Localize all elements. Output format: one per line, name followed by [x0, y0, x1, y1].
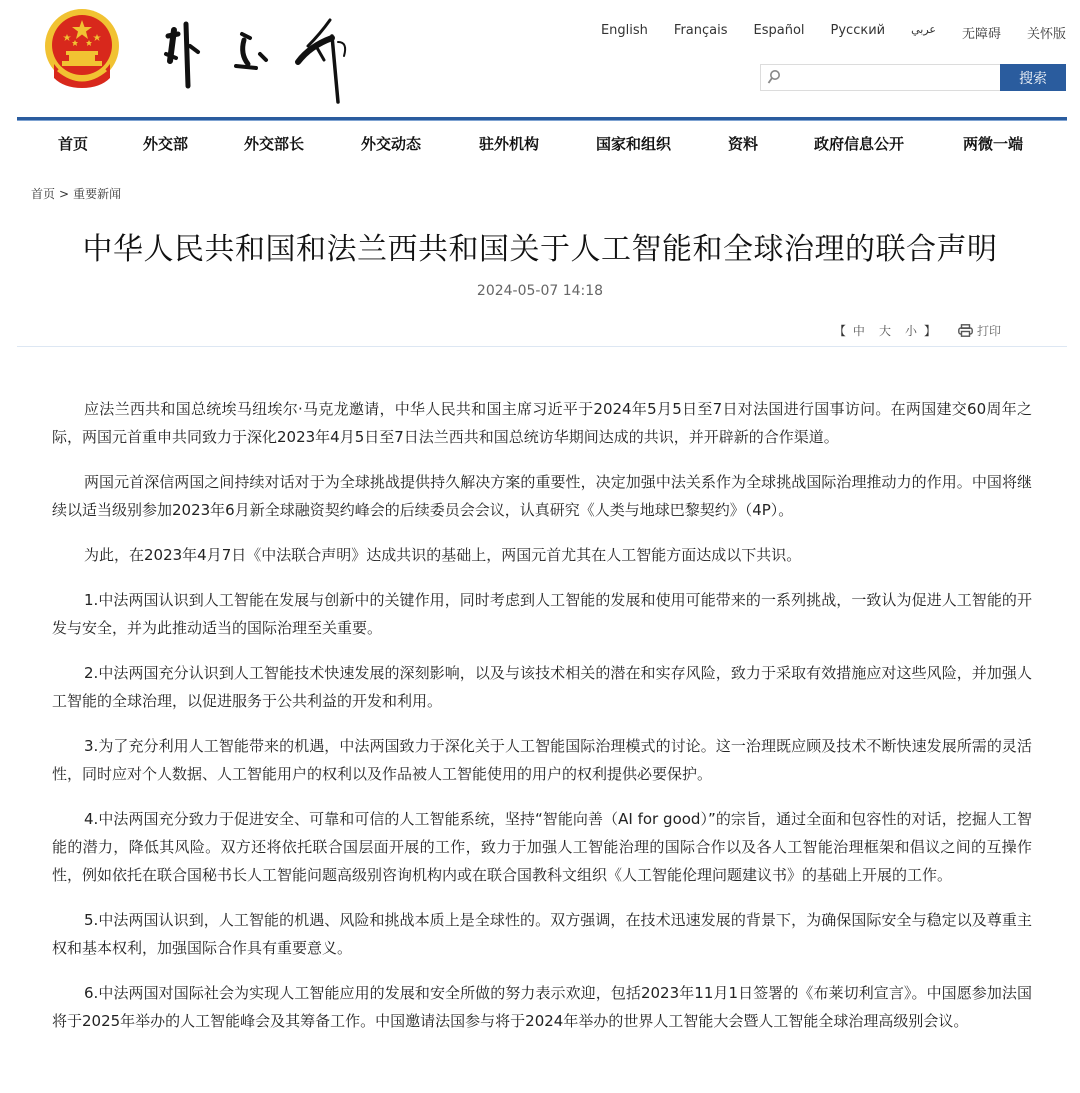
- lang-link-french[interactable]: Français: [673, 23, 728, 38]
- search-input[interactable]: [785, 65, 989, 90]
- nav-item-ministry[interactable]: 外交部: [143, 135, 189, 153]
- lang-link-spanish[interactable]: Español: [753, 23, 805, 38]
- font-size-bracket-close: 】: [923, 324, 936, 338]
- article-paragraph: 3.为了充分利用人工智能带来的机遇，中法两国致力于深化关于人工智能国际治理模式的讨论。这一治理既应顾及技术不断快速发展所需的灵活性，同时应对个人数据、人工智能用户的权利以及作品被人工智能使用的用户的权利提供必要保护。: [52, 737, 1032, 783]
- accessibility-link[interactable]: 无障碍: [961, 27, 1001, 42]
- lang-link-russian[interactable]: Русский: [830, 23, 886, 38]
- article-paragraph: 4.中法两国充分致力于促进安全、可靠和可信的人工智能系统，坚持“智能向善（AI for good）”的宗旨，通过全面和包容性的对话，挖掘人工智能的潜力，降低其风险。双方还将依托联合国层面开展的工作，致力于加强人工智能治理的国际合作以及各人工智能治理框架和倡议之间的互操作性，例如依托在联合国秘书长人工智能问题高级别咨询机构内或在联合国教科文组织《人工智能伦理问题建议书》的基础上开展的工作。: [52, 810, 1032, 884]
- breadcrumb: [31, 185, 121, 202]
- article-title: 中华人民共和国和法兰西共和国关于人工智能和全球治理的联合声明: [82, 232, 998, 267]
- lang-link-arabic[interactable]: عربي: [911, 23, 936, 36]
- nav-item-home[interactable]: 首页: [58, 135, 89, 153]
- main-nav: [17, 120, 1067, 164]
- article-date: 2024-05-07 14:18: [476, 283, 604, 299]
- nav-item-minister[interactable]: 外交部长: [244, 135, 305, 153]
- font-size-bracket-open: 【: [833, 324, 846, 338]
- nav-item-diplomatic-news[interactable]: 外交动态: [361, 135, 422, 153]
- article-body: [52, 395, 1032, 1052]
- site-header: [0, 0, 1080, 118]
- article-tools: [834, 322, 1008, 339]
- search-bar: [760, 64, 1066, 91]
- article-paragraph: 应法兰西共和国总统埃马纽埃尔·马克龙邀请，中华人民共和国主席习近平于2024年5月5日至7日对法国进行国事访问。在两国建交60周年之际，两国元首重申共同致力于深化2023年4月5日至7日法兰西共和国总统访华期间达成的共识，并开辟新的合作渠道。: [52, 400, 1032, 446]
- font-size-small[interactable]: 小: [904, 324, 917, 338]
- breadcrumb-home[interactable]: 首页: [31, 187, 56, 201]
- breadcrumb-current[interactable]: 重要新闻: [73, 187, 122, 201]
- lang-link-english[interactable]: English: [600, 23, 648, 38]
- article-paragraph: 6.中法两国对国际社会为实现人工智能应用的发展和安全所做的努力表示欢迎，包括2023年11月1日签署的《布莱切利宣言》。中国愿参加法国将于2025年举办的人工智能峰会及其筹备工作。中国邀请法国参与将于2024年举办的世界人工智能大会暨人工智能全球治理高级别会议。: [52, 984, 1032, 1030]
- language-bar: [575, 23, 1066, 42]
- printer-icon: [958, 324, 973, 337]
- nav-item-government-info[interactable]: 政府信息公开: [814, 135, 905, 153]
- nav-item-missions-overseas[interactable]: 驻外机构: [479, 135, 540, 153]
- care-mode-link[interactable]: 关怀版: [1026, 27, 1066, 42]
- title-divider: [17, 346, 1067, 347]
- search-box: [760, 64, 1000, 91]
- ministry-calligraphy-logo[interactable]: [160, 6, 360, 106]
- font-size-large[interactable]: 大: [878, 324, 891, 338]
- article-paragraph: 5.中法两国认识到，人工智能的机遇、风险和挑战本质上是全球性的。双方强调，在技术迅速发展的背景下，为确保国际安全与稳定以及尊重主权和基本权利，加强国际合作具有重要意义。: [52, 911, 1032, 957]
- breadcrumb-separator: >: [59, 187, 70, 201]
- search-button[interactable]: 搜索: [1000, 64, 1066, 91]
- font-size-medium[interactable]: 中: [852, 324, 865, 338]
- article-paragraph: 两国元首深信两国之间持续对话对于为全球挑战提供持久解决方案的重要性，决定加强中法关系作为全球挑战国际治理推动力的作用。中国将继续以适当级别参加2023年6月新全球融资契约峰会的后续委员会会议，认真研究《人类与地球巴黎契约》（4P）。: [52, 473, 1032, 519]
- article-paragraph: 2.中法两国充分认识到人工智能技术快速发展的深刻影响，以及与该技术相关的潜在和实存风险，致力于采取有效措施应对这些风险，并加强人工智能的全球治理，以促进服务于公共利益的开发和利用。: [52, 664, 1032, 710]
- nav-item-social-media[interactable]: 两微一端: [963, 135, 1024, 153]
- nav-item-resources[interactable]: 资料: [728, 135, 759, 153]
- nav-item-countries-organizations[interactable]: 国家和组织: [596, 135, 672, 153]
- print-button[interactable]: [958, 322, 1001, 339]
- article-paragraph: 为此，在2023年4月7日《中法联合声明》达成共识的基础上，两国元首尤其在人工智能方面达成以下共识。: [84, 546, 802, 564]
- print-label: 打印: [976, 324, 1001, 338]
- article-paragraph: 1.中法两国认识到人工智能在发展与创新中的关键作用，同时考虑到人工智能的发展和使用可能带来的一系列挑战，一致认为促进人工智能的开发与安全，并为此推动适当的国际治理至关重要。: [52, 591, 1032, 637]
- national-emblem-icon[interactable]: [44, 8, 120, 88]
- search-icon: [767, 69, 781, 89]
